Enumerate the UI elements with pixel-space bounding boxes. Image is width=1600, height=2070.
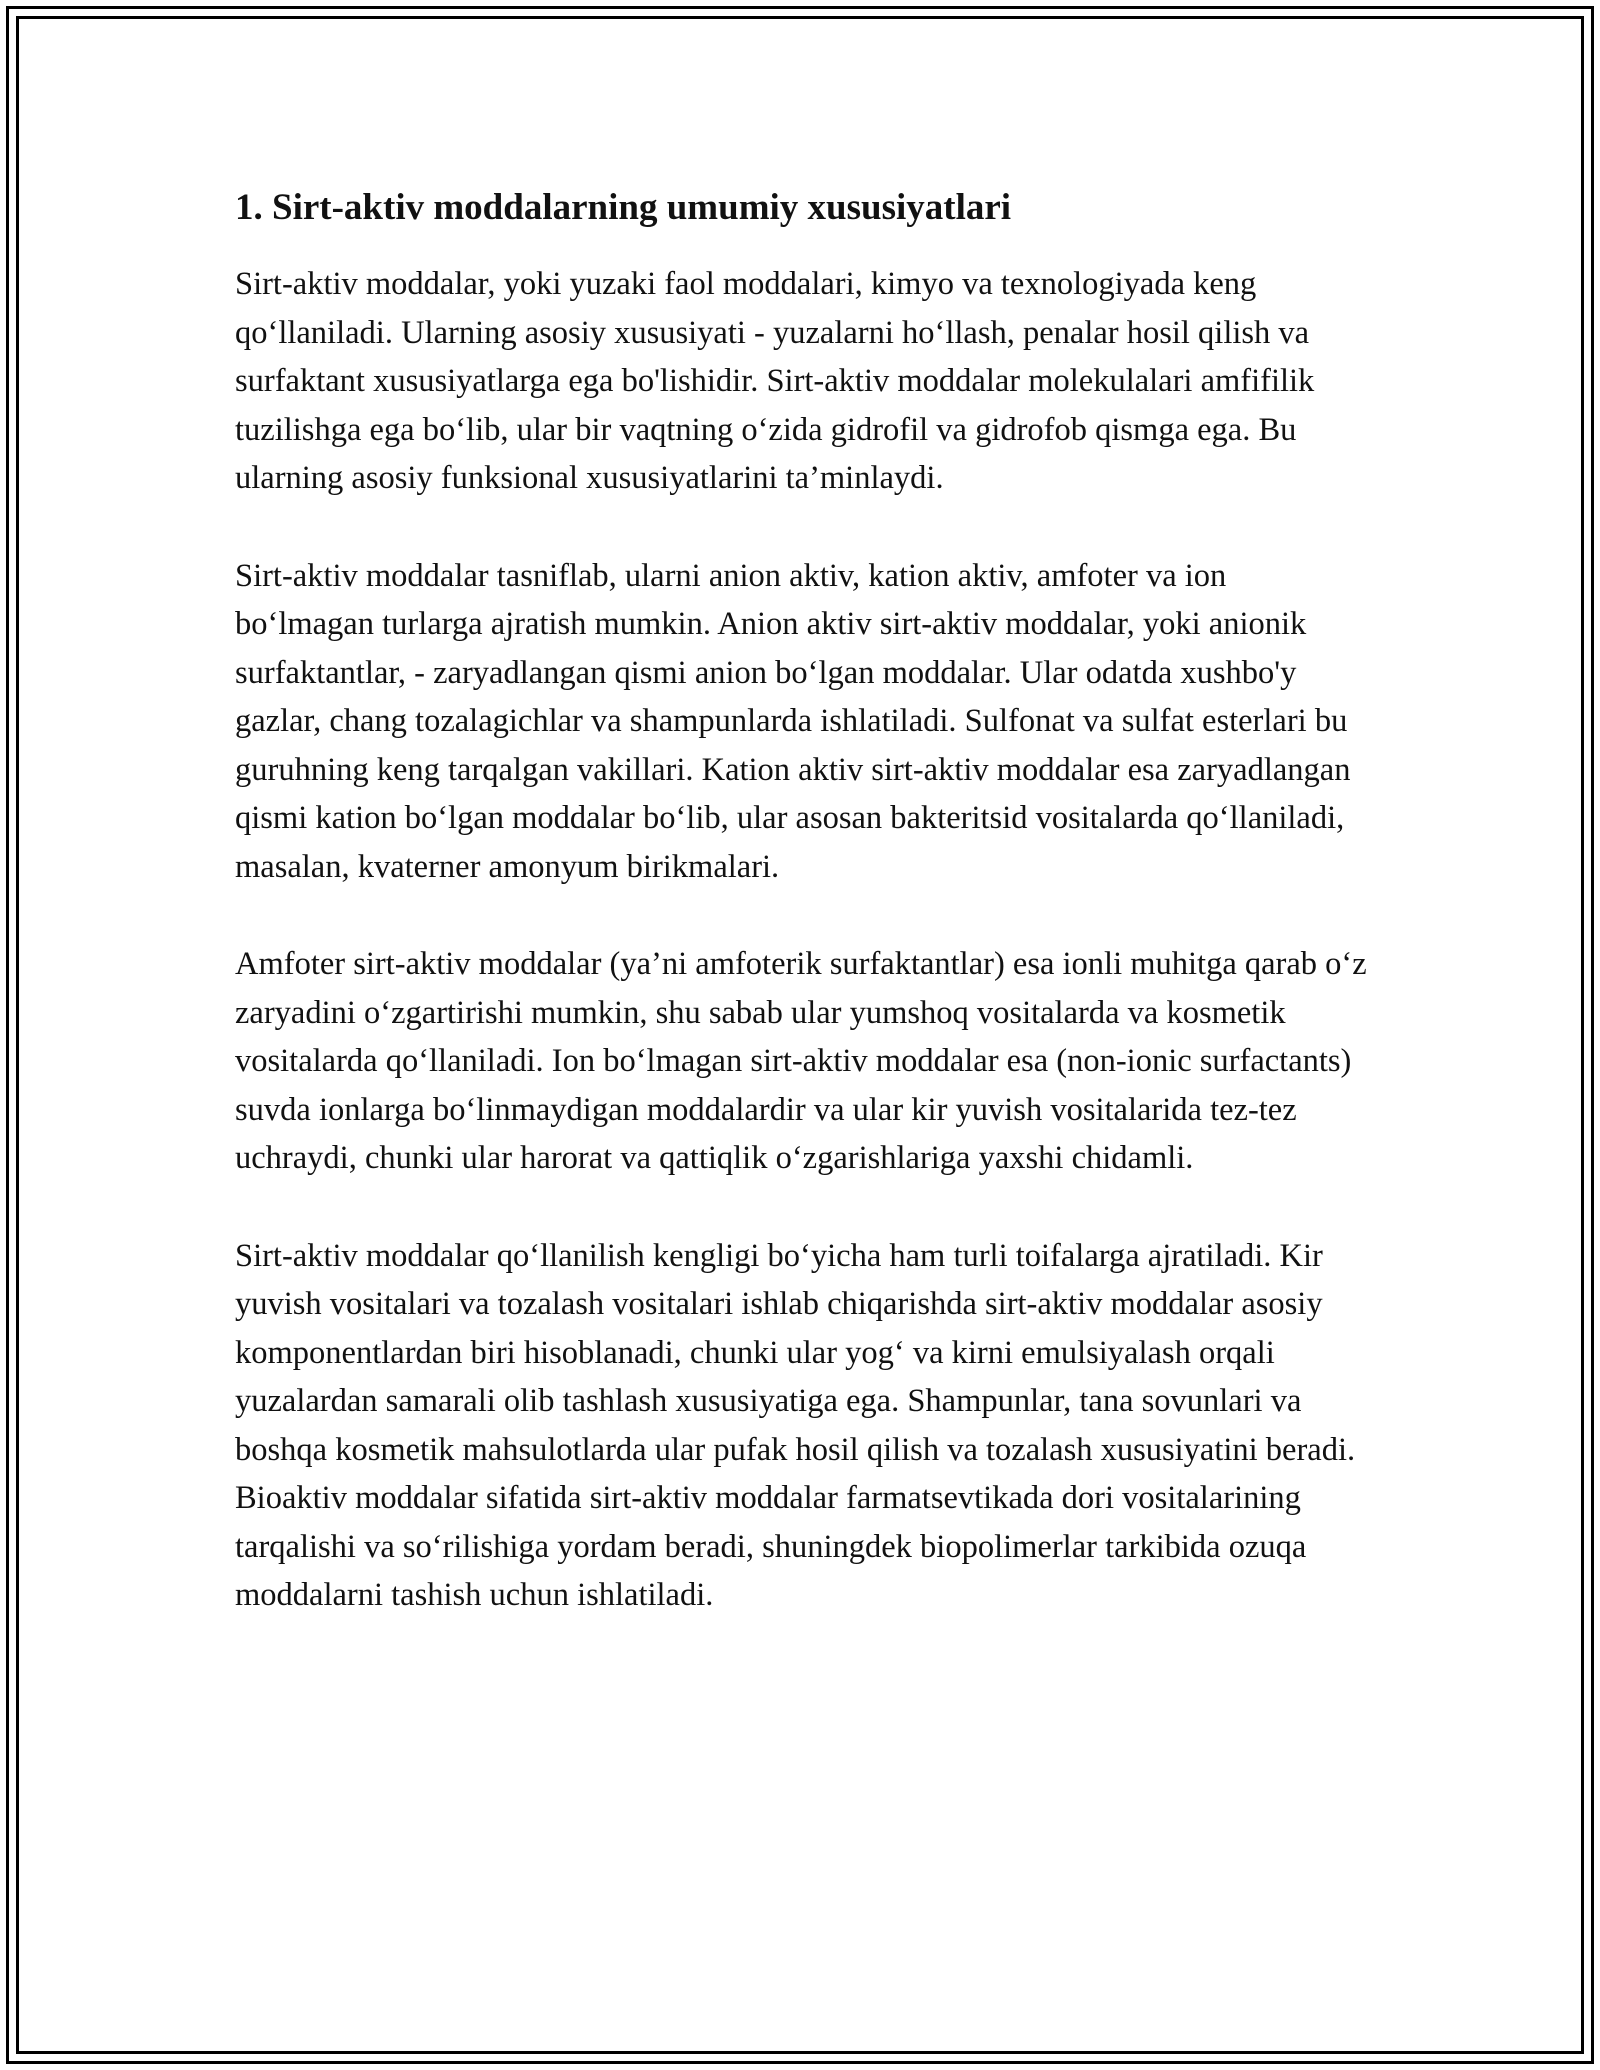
paragraph-1: Sirt-aktiv moddalar, yoki yuzaki faol moddalari, kimyo va texnologiyada keng qo‘llaniladi. Ularning asosiy xususiyati - yuzalarni ho‘llash, penalar hosil qilish va surfaktant xususiyatlarga ega bo'lishidir. Sirt-aktiv moddalar molekulalari amfifilik tuzilishga ega bo‘lib, ular bir vaqtning o‘zida gidrofil va gidrofob qismga ega. Bu ularning asosiy funksional xususiyatlarini ta’minlaydi. xyxy=(235,266,1315,496)
paragraph-4: Sirt-aktiv moddalar qo‘llanilish kengligi bo‘yicha ham turli toifalarga ajratiladi. Kir yuvish vositalari va tozalash vositalari ishlab chiqarishda sirt-aktiv moddalar asosiy komponentlardan biri hisoblanadi, chunki ular yog‘ va kirni emulsiyalash orqali yuzalardan samarali olib tashlash xususiyatiga ega. Shampunlar, tana sovunlari va boshqa kosmetik mahsulotlarda ular pufak hosil qilish va tozalash xususiyatini beradi. Bioaktiv moddalar sifatida sirt-aktiv moddalar farmatsevtikada dori vositalarining tarqalishi va so‘rilishiga yordam beradi, shuningdek biopolimerlar tarkibida ozuqa moddalarni tashish uchun ishlatiladi. xyxy=(235,1237,1356,1613)
section-heading: 1. Sirt-aktiv moddalarning umumiy xususiyatlari xyxy=(235,187,1012,228)
document-body xyxy=(235,186,1370,1669)
paragraph-3: Amfoter sirt-aktiv moddalar (ya’ni amfoterik surfaktantlar) esa ionli muhitga qarab o‘z zaryadini o‘zgartirishi mumkin, shu sabab ular yumshoq vositalarda va kosmetik vositalarda qo‘llaniladi. Ion bo‘lmagan sirt-aktiv moddalar esa (non-ionic surfactants) suvda ionlarga bo‘linmaydigan moddalardir va ular kir yuvish vositalarida tez-tez uchraydi, chunki ular harorat va qattiqlik o‘zgarishlariga yaxshi chidamli. xyxy=(235,946,1367,1176)
paragraph-2: Sirt-aktiv moddalar tasniflab, ularni anion aktiv, kation aktiv, amfoter va ion bo‘lmagan turlarga ajratish mumkin. Anion aktiv sirt-aktiv moddalar, yoki anionik surfaktantlar, - zaryadlangan qismi anion bo‘lgan moddalar. Ular odatda xushbo'y gazlar, chang tozalagichlar va shampunlarda ishlatiladi. Sulfonat va sulfat esterlari bu guruhning keng tarqalgan vakillari. Kation aktiv sirt-aktiv moddalar esa zaryadlangan qismi kation bo‘lgan moddalar bo‘lib, ular asosan bakteritsid vositalarda qo‘llaniladi, masalan, kvaterner amonyum birikmalari. xyxy=(235,557,1351,885)
